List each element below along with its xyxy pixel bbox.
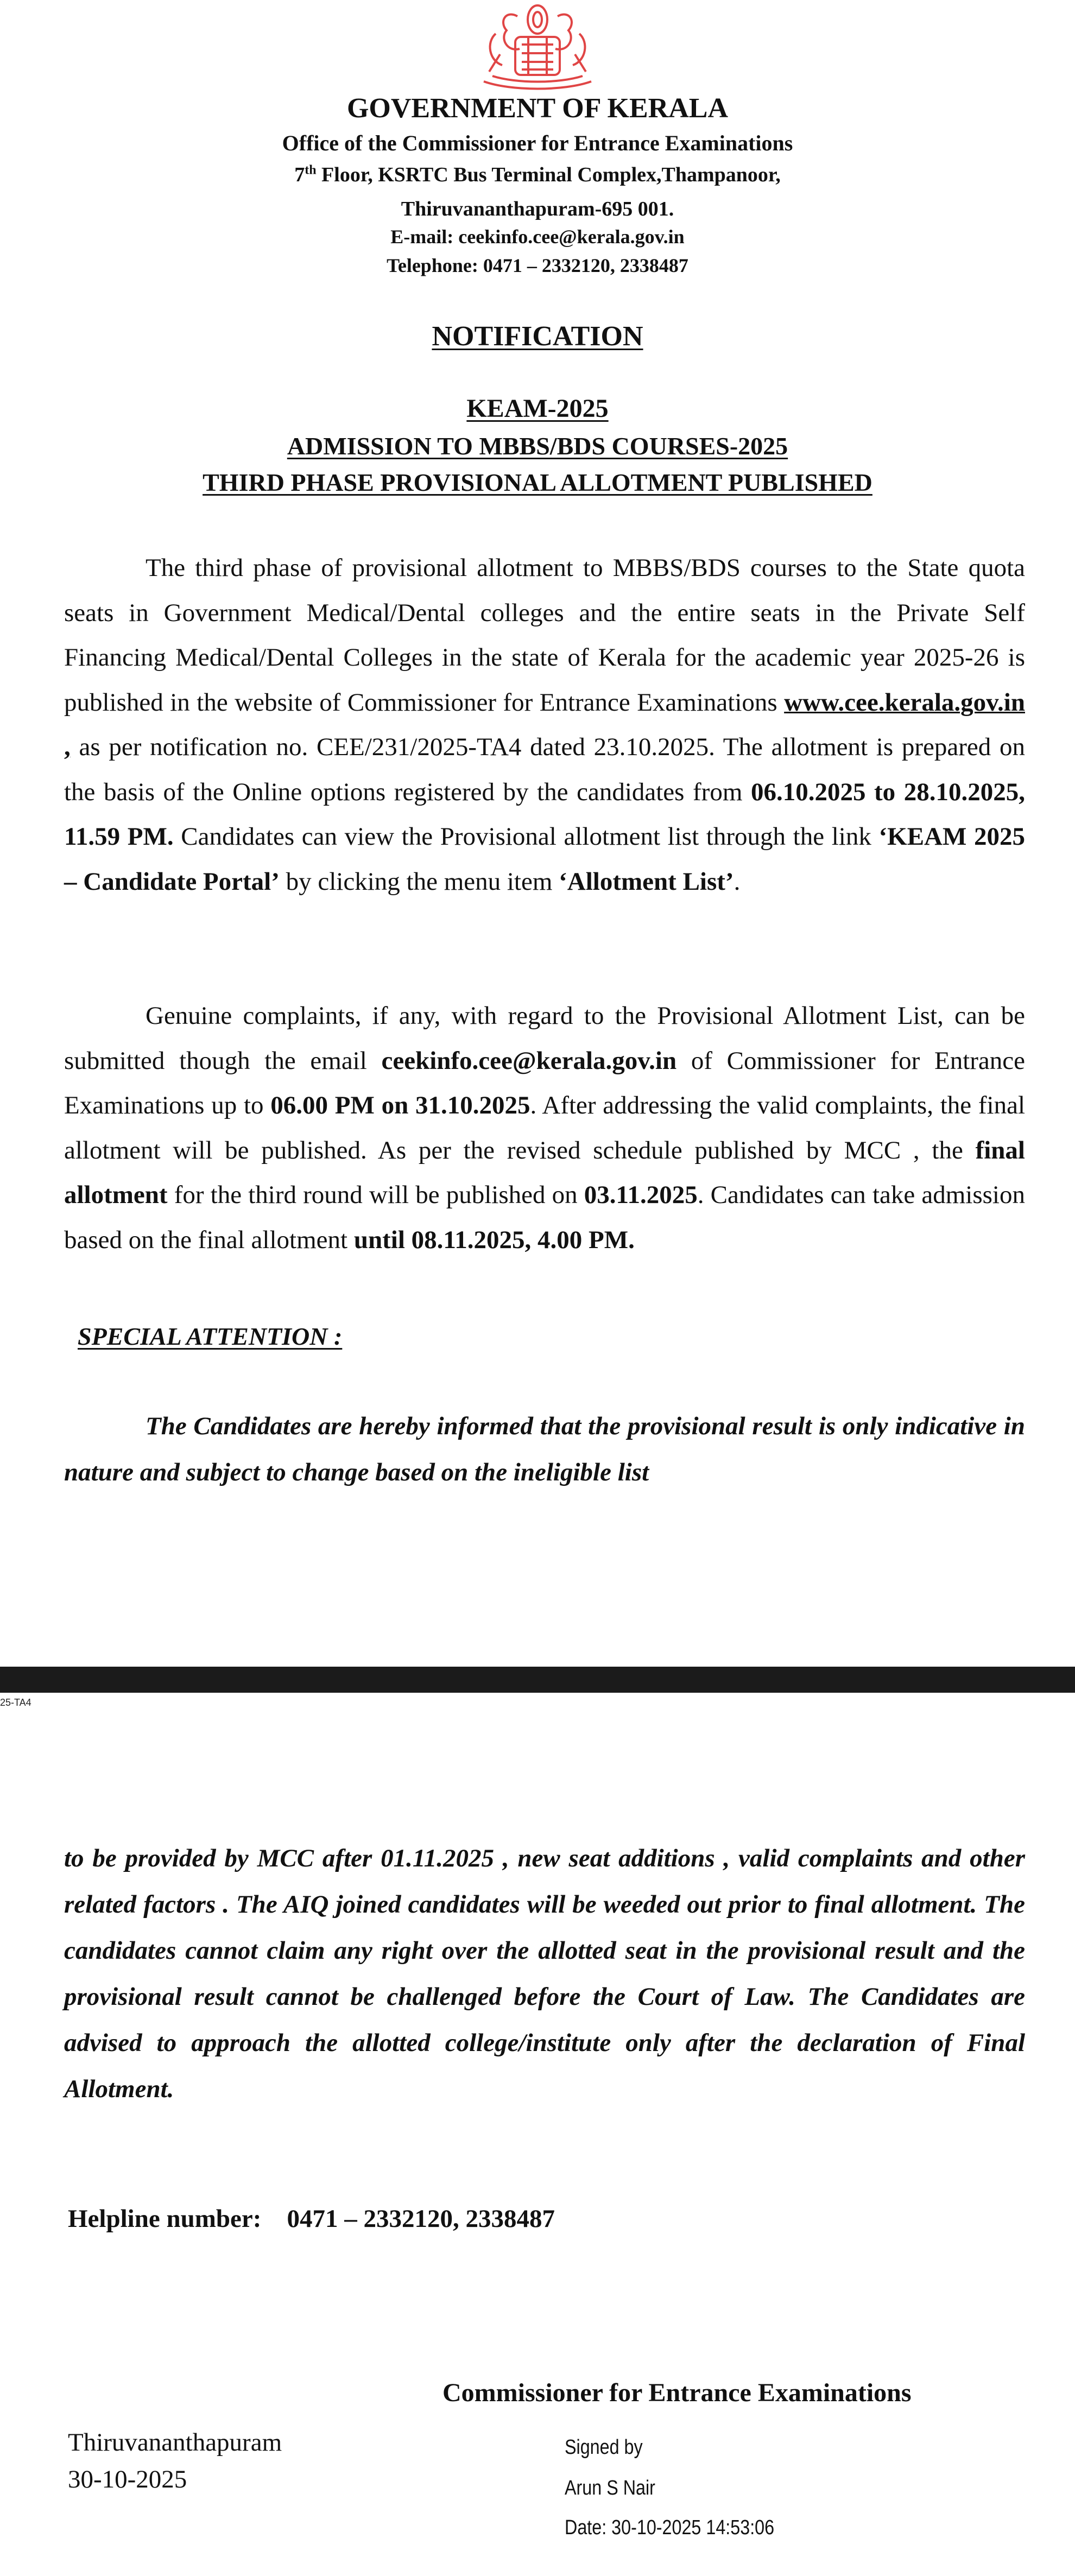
kerala-state-emblem-icon [467,0,608,93]
special-notice-part-1: The Candidates are hereby informed that the provisional result is only indicative in nature and subject to change based on the ineligible list [64,1412,1025,1486]
helpline [68,2204,555,2233]
notification-title: NOTIFICATION [432,321,643,352]
special-notice-part-2: to be provided by MCC after 01.11.2025 , new seat additions , valid complaints and other related factors . The AIQ joined candidates will be weeded out prior to final allotment. The candidates cannot claim any right over the allotted seat in the provisional result and the provisional result cannot be challenged before the Court of Law. The Candidates are advised to approach the allotted college/institute only after the declaration of Final Allotment. [64,1844,1025,2103]
page-reference: 25-TA4 [0,1697,31,1708]
helpline-number: 0471 – 2332120, 2338487 [287,2205,555,2233]
website-link[interactable]: www.cee.kerala.gov.in , [64,688,1025,761]
complaint-email[interactable]: ceekinfo.cee@kerala.gov.in [381,1046,677,1075]
phase-title: THIRD PHASE PROVISIONAL ALLOTMENT PUBLISHED [203,469,872,496]
allotment-paragraph: The third phase of provisional allotment to MBBS/BDS courses to the State quota seats in Government Medical/Dental colleges and the entire seats in the Private Self Financing Medical/Dental Colleges in the state of Kerala for the academic year 2025-26 is published in the website of Commissioner for Entrance Examinations www.cee.kerala.gov.in , as per notification no. CEE/231/2025-TA4 dated 23.10.2025. The allotment is prepared on the basis of the Online options registered by the candidates from 06.10.2025 to 28.10.2025, 11.59 PM. Candidates can view the Provisional allotment list through the link ‘KEAM 2025 – Candidate Portal’ by clicking the menu item ‘Allotment List’. [64,554,1025,896]
issue-date: 30-10-2025 [68,2465,187,2493]
complaints-paragraph: Genuine complaints, if any, with regard to the Provisional Allotment List, can be submitted though the email ceekinfo.cee@kerala.gov.in of Commissioner for Entrance Examinations up to 06.00 PM on 31.10.2025. After addressing the valid complaints, the final allotment will be published. As per the revised schedule published by MCC , the final allotment for the third round will be published on 03.11.2025. Candidates can take admission based on the final allotment until 08.11.2025, 4.00 PM. [64,1002,1025,1254]
commissioner-title: Commissioner for Entrance Examinations [442,2378,912,2407]
place: Thiruvananthapuram [68,2428,282,2457]
admission-title: ADMISSION TO MBBS/BDS COURSES-2025 [287,432,788,460]
telephone-line: Telephone: 0471 – 2332120, 2338487 [387,255,688,276]
special-attention-heading: SPECIAL ATTENTION : [78,1322,343,1350]
address-line: 7th Floor, KSRTC Bus Terminal Complex,Thampanoor, [294,163,781,186]
keam-title: KEAM-2025 [466,394,609,423]
signer-name: Arun S Nair [565,2477,655,2499]
helpline-label: Helpline number: [68,2205,262,2233]
email-line: E-mail: ceekinfo.cee@kerala.gov.in [390,226,685,248]
signed-by-label: Signed by [565,2436,643,2459]
page-separator [0,1667,1075,1693]
signature-date: Date: 30-10-2025 14:53:06 [565,2516,775,2539]
government-heading: GOVERNMENT OF KERALA [346,93,729,124]
office-heading: Office of the Commissioner for Entrance Examinations [282,131,793,155]
city-line: Thiruvananthapuram-695 001. [401,198,674,220]
